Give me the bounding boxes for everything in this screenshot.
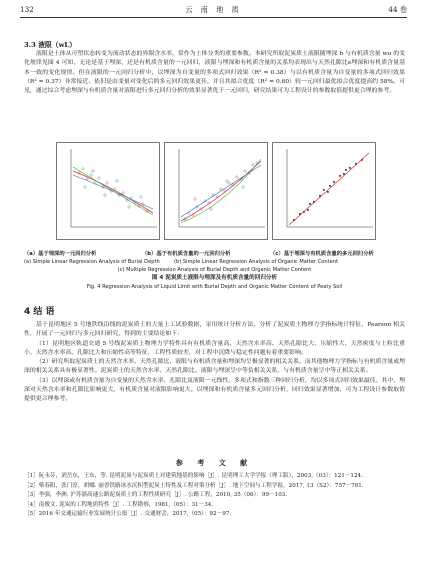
reference-item: ［4］南俊文. 泥炭的工程地质特性［J］. 工程勘察，1981,（05）：31－34. (24, 501, 214, 508)
figure-4-subcaptions-en (24, 258, 405, 266)
figure-4-subcaption-c-en (24, 266, 405, 274)
figure-4a-plot (56, 142, 160, 240)
section-3-3-paragraph: 液限是土体从可塑状态转变为流动状态的界限含水率，常作为土体分类的重要参数。本研究所取泥炭质土液限随埋深 h 与有机质含量 wu 的变化规律见图 4 可知，无论是基于埋深，还是有机质含量的一元回归，液限与埋深和有机质含量的关系均表现出与天然孔隙比e埋深和有机质含量基本一致的变化规律。但在液限的一元回归分析中，以埋深为自变量的多项式回归效果（R² = 0.38）与以有机质含量为自变量的多项式回归效果（R² = 0.37）非常接近。依旧是由变量对变化后的多元回归效果更佳，并且其拟合优度（R² = 0.60）较一元回归最优拟合优度提高约 58%。可见，通过综合考虑埋深与有机质含量对液限进行多元回归分析的效果显著优于一元回归，研究结果可为工程设计的参数取值提供更合理的参考。 (24, 51, 405, 95)
figure-4b-svg (165, 143, 269, 241)
reference-item: ［1］阮永芬，刘岳东，王东，等. 昆明泥炭与泥炭质土对建筑地基的影响［J］. 昆明理工大学学报（理工版），2003,（03）：121－124. (24, 473, 363, 479)
caption-b-en: (b) Simple Linear Regression Analysis of Organic Matter Content (174, 259, 338, 265)
figure-4-subcaptions (24, 250, 405, 258)
caption-a: （a）基于埋深的一元回归分析 (24, 251, 97, 257)
figure-4b-plot (164, 142, 268, 240)
figure-4c-plot (272, 142, 376, 240)
figure-4a-svg (57, 143, 161, 241)
page-number: 132 (20, 5, 34, 14)
reference-item: ［5］2016 年交通运输行业发展统计公报［J］. 交通财会，2017,（05）：92－97. (24, 511, 232, 518)
figure-4-title: 图 4 泥炭质土液限与埋深及有机质含量的回归分析 (151, 275, 278, 281)
volume-label: 44 卷 (388, 5, 407, 14)
caption-a-en: (a) Simple Linear Regression Analysis of Burial Depth (24, 259, 160, 265)
section-4 (24, 304, 405, 405)
figure-4-captions (24, 250, 405, 291)
figure-4 (56, 142, 376, 246)
figure-4-title-en: Fig. 4 Regression Analysis of Liquid Limit with Burial Depth and Organic Matter Content of Peaty Soil (86, 283, 343, 290)
conclusion-3: （3）以埋深或有机质含量为自变量的天然含水率、孔隙比及液限一元线性、多项式和指数三种回归分析，均以多项式回归效果最佳。其中，埋深对天然含水率和孔隙比影响更大，有机质含量对液限影响更大。以埋深和有机质含量多元回归分析，回归效果显著增加，可为工程设计参数取值提供更合理参考。 (24, 377, 405, 403)
reference-item: ［3］李强，李洲. 沪苏浙高速公路泥炭质土的工程性质研究［J］. 公路工程，2010, 35（06）：99－103. (24, 492, 288, 499)
references (24, 458, 405, 520)
figure-4c-svg (273, 143, 377, 241)
section-4-title: 4 结 语 (24, 307, 55, 317)
references-title: 参 考 文 献 (175, 458, 254, 467)
caption-b: （b）基于有机质含量的一元回归分析 (142, 251, 231, 257)
caption-c-en: (c) Multiple Regression Analysis of Burial Depth and Organic Matter Content (117, 267, 312, 273)
page-header (20, 4, 407, 18)
conclusion-2: （2）研究所取泥炭质土的天然含水率、天然孔隙比、液限与有机质含量和埋深均呈极显著的相关关系，而其他物理力学指标与有机质含量或埋深的相关关系具有极显著性。泥炭质土的天然含水率、天然孔隙比、液限与埋深呈中等负相关关系，与有机质含量呈中等正相关关系。 (24, 359, 405, 375)
section-3-3-title: 3.3 液限（wL） (24, 41, 77, 49)
caption-c: （c）基于埋深与有机质含量的多元回归分析 (270, 251, 374, 257)
section-3-3 (24, 40, 405, 96)
conclusion-1: （1）昆明地区轨道交通 5 号线泥炭质土物理力学特性具有有机质含量高、天然含水率高、天然孔隙比大、压缩性大、天然密度与土粒比重小、天然含水率高、孔隙比大和压缩性高等特征，工程性质较差，对工程中沉降与稳定性问题有着重要影响。 (24, 340, 405, 356)
reference-item: ［2］柴春阳，张门淳，胡娜. 丽香铁路冰水沉积型泥炭土特性及工程对策分析［J］. 地下空间与工程学报，2017, 13（S2）：757－761. (24, 482, 364, 489)
journal-name: 云 南 地 质 (185, 5, 242, 14)
conclusion-intro: 基于昆明地区 5 号地铁线沿线的泥炭质土的大量土工试验数据，采用统计分析方法，分析了泥炭质土物理力学指标统计特征，Pearson 相关性，开展了一元回归与多元回归研究，得到的主要结论如下： (24, 322, 405, 338)
